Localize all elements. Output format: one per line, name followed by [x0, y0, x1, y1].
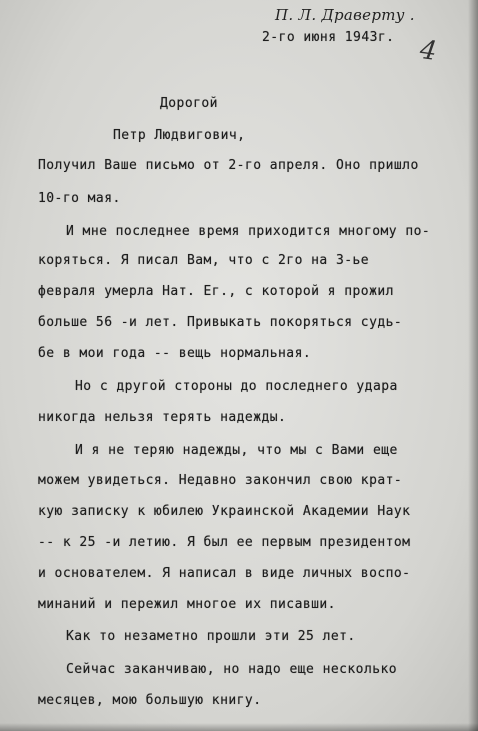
body-line: кую записку к юбилею Украинской Академии Наук: [38, 504, 411, 519]
body-line: -- к 25 -и летию. Я был ее первым президентом: [38, 535, 411, 550]
body-line: минаний и пережил многое их писавши.: [38, 597, 336, 612]
page-edge-shadow: [468, 0, 478, 731]
page-bottom-shadow: [0, 723, 478, 731]
body-line: месяцев, мою большую книгу.: [38, 693, 262, 708]
body-line: больше 56 -и лет. Привыкать покоряться судь-: [38, 315, 403, 330]
body-line: Сейчас заканчиваю, но надо еще несколько: [66, 662, 398, 677]
body-line: можем увидеться. Недавно закончил свою крат-: [38, 473, 403, 488]
body-line: И мне последнее время приходится многому по-: [66, 224, 431, 239]
handwritten-addressee: П. Л. Драверту .: [275, 6, 415, 24]
body-line: И я не теряю надежды, что мы с Вами еще: [75, 443, 398, 458]
body-line: Как то незаметно прошли эти 25 лет.: [66, 629, 356, 644]
body-line: 10-го мая.: [38, 191, 121, 206]
body-line: февраля умерла Нат. Ег., с которой я прожил: [38, 284, 394, 299]
body-line: коряться. Я писал Вам, что с 2го на 3-ье: [38, 253, 370, 268]
greeting-line-2: Петр Людвигович,: [113, 128, 246, 143]
page-number: 4: [417, 34, 439, 68]
body-line: бе в мои года -- вещь нормальная.: [38, 346, 312, 361]
greeting-line-1: Дорогой: [160, 96, 218, 111]
body-line: никогда нельзя терять надежды.: [38, 410, 287, 425]
letter-date: 2-го июня 1943г.: [262, 30, 395, 45]
body-line: и основателем. Я написал в виде личных воспо-: [38, 566, 411, 581]
body-line: Получил Ваше письмо от 2-го апреля. Оно пришло: [38, 158, 419, 173]
body-line: Но с другой стороны до последнего удара: [75, 379, 398, 394]
